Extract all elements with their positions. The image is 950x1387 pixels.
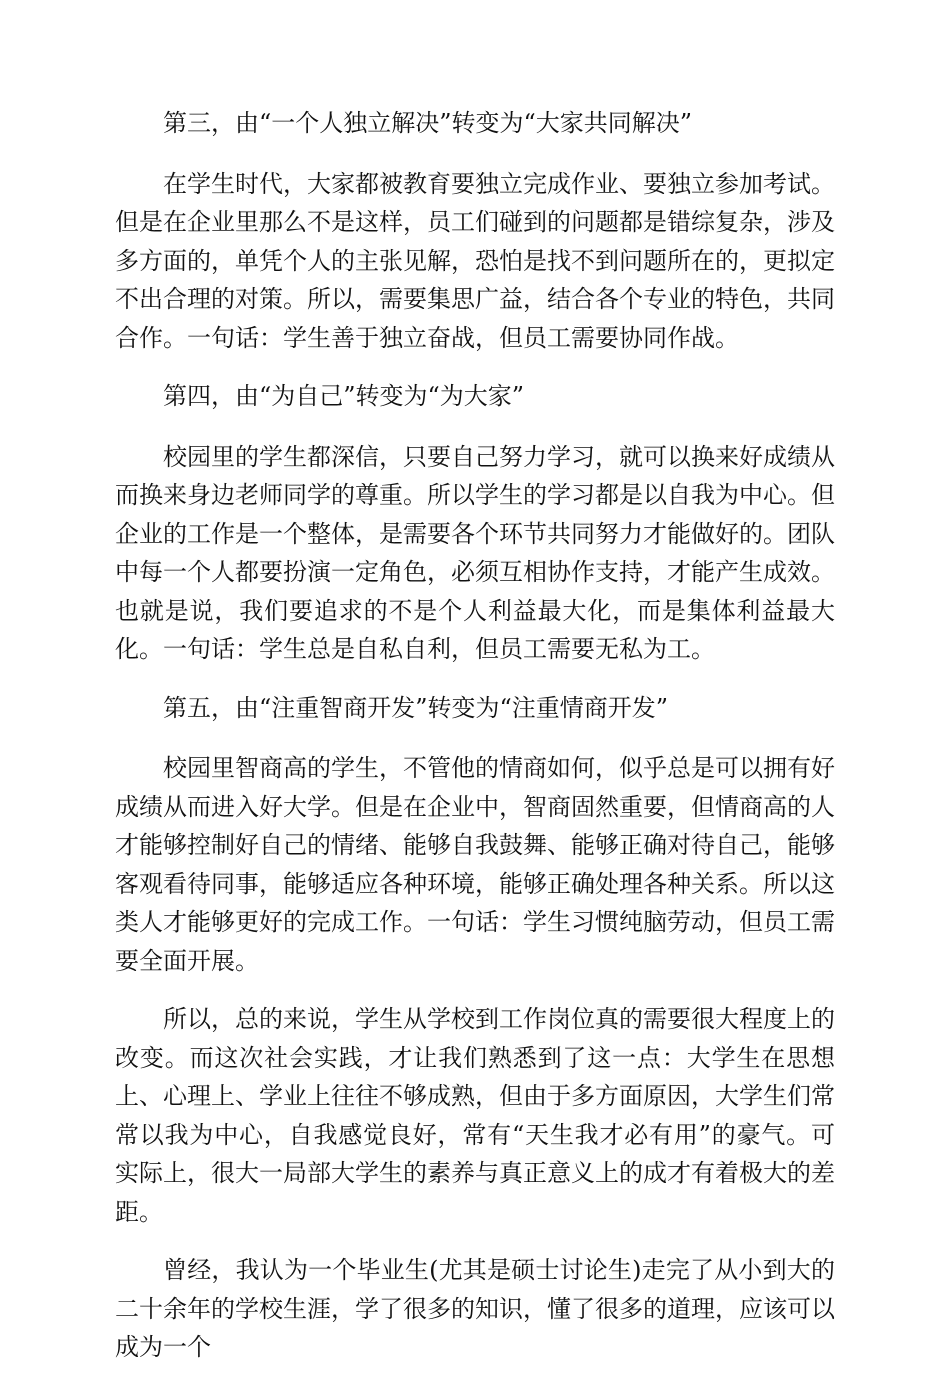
document-page xyxy=(115,104,835,1387)
section-heading-3: 第三，由“一个人独立解决”转变为“大家共同解决” xyxy=(163,109,693,137)
paragraph-4: 所以，总的来说，学生从学校到工作岗位真的需要很大程度上的改变。而这次社会实践，才让我们熟悉到了这一点：大学生在思想上、心理上、学业上往往不够成熟，但由于多方面原因，大学生们常常以我为中心，自我感觉良好，常有“天生我才必有用”的豪气。可实际上，很大一局部大学生的素养与真正意义上的成才有着极大的差距。 xyxy=(115,1005,835,1226)
paragraph-1: 在学生时代，大家都被教育要独立完成作业、要独立参加考试。但是在企业里那么不是这样，员工们碰到的问题都是错综复杂，涉及多方面的，单凭个人的主张见解，恐怕是找不到问题所在的，更拟定不出合理的对策。所以，需要集思广益，结合各个专业的特色，共同合作。一句话：学生善于独立奋战，但员工需要协同作战。 xyxy=(115,169,835,352)
section-heading-4: 第四，由“为自己”转变为“为大家” xyxy=(163,382,525,410)
paragraph-3: 校园里智商高的学生，不管他的情商如何，似乎总是可以拥有好成绩从而进入好大学。但是在企业中，智商固然重要，但情商高的人才能够控制好自己的情绪、能够自我鼓舞、能够正确对待自己，能够客观看待同事，能够适应各种环境，能够正确处理各种关系。所以这类人才能够更好的完成工作。一句话：学生习惯纯脑劳动，但员工需要全面开展。 xyxy=(115,754,835,975)
paragraph-2: 校园里的学生都深信，只要自己努力学习，就可以换来好成绩从而换来身边老师同学的尊重。所以学生的学习都是以自我为中心。但企业的工作是一个整体，是需要各个环节共同努力才能做好的。团队中每一个人都要扮演一定角色，必须互相协作支持，才能产生成效。也就是说，我们要追求的不是个人利益最大化，而是集体利益最大化。一句话：学生总是自私自利，但员工需要无私为工。 xyxy=(115,442,835,663)
section-heading-5: 第五，由“注重智商开发”转变为“注重情商开发” xyxy=(163,693,669,722)
paragraph-5: 曾经，我认为一个毕业生(尤其是硕士讨论生)走完了从小到大的二十余年的学校生涯，学了很多的知识，懂了很多的道理，应该可以成为一个 xyxy=(115,1256,835,1361)
